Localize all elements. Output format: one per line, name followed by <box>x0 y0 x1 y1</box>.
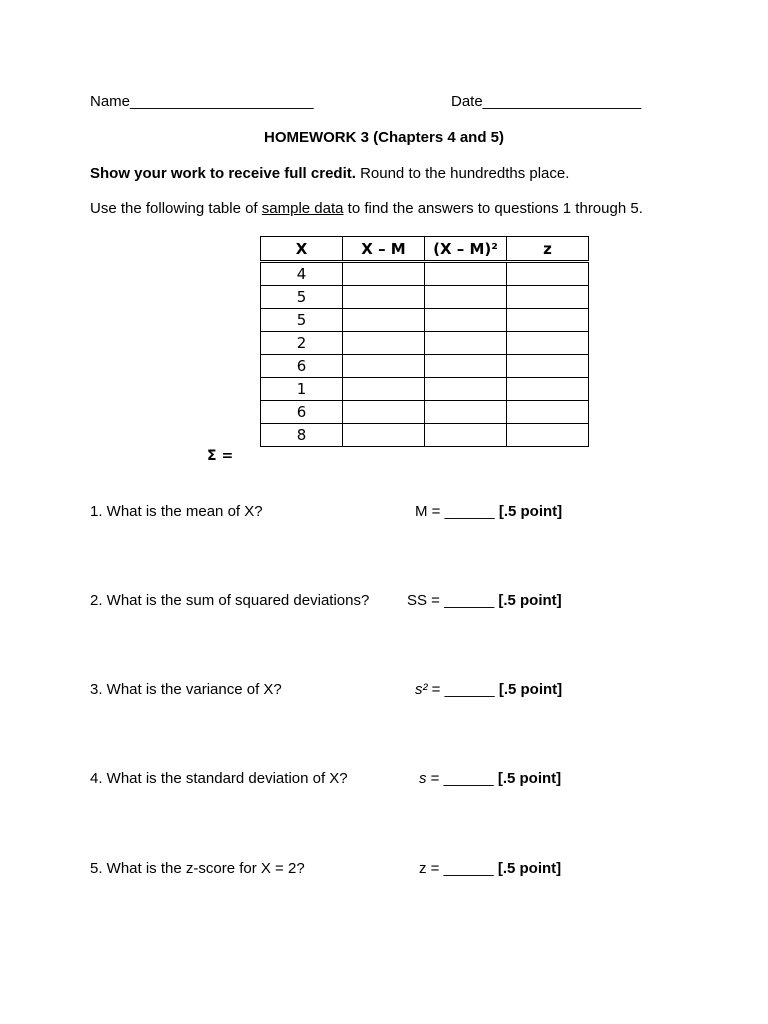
instruction-credit-rest: Round to the hundredths place. <box>355 165 570 182</box>
x-value-cell: 6 <box>261 401 343 424</box>
squared-deviation-cell[interactable] <box>425 355 507 378</box>
deviation-cell[interactable] <box>343 332 425 355</box>
deviation-cell[interactable] <box>343 262 425 286</box>
answer-blank[interactable]: = ______ <box>426 860 498 877</box>
page-title: HOMEWORK 3 (Chapters 4 and 5) <box>263 129 505 146</box>
answer-field-3[interactable] <box>415 681 562 698</box>
z-cell[interactable] <box>507 401 589 424</box>
answer-blank[interactable]: = ______ <box>426 770 498 787</box>
header-deviation: X – M <box>343 237 425 262</box>
header-squared-deviation: (X – M)² <box>425 237 507 262</box>
point-value: [.5 point] <box>498 503 563 520</box>
x-value-cell: 6 <box>261 355 343 378</box>
question-4: 4. What is the standard deviation of X? <box>90 770 348 787</box>
table-row <box>261 262 589 286</box>
answer-field-2[interactable] <box>407 592 562 609</box>
x-value-cell: 5 <box>261 309 343 332</box>
table-row <box>261 378 589 401</box>
question-1: 1. What is the mean of X? <box>90 503 263 520</box>
date-field-label: Date___________________ <box>451 93 642 110</box>
z-cell[interactable] <box>507 332 589 355</box>
squared-deviation-cell[interactable] <box>425 262 507 286</box>
answer-symbol: M <box>415 503 428 520</box>
instruction-table-post: to find the answers to questions 1 through 5. <box>343 200 643 217</box>
question-3: 3. What is the variance of X? <box>90 681 282 698</box>
table-row <box>261 332 589 355</box>
answer-field-1[interactable] <box>415 503 562 520</box>
deviation-cell[interactable] <box>343 378 425 401</box>
question-2: 2. What is the sum of squared deviations? <box>90 592 370 609</box>
deviation-cell[interactable] <box>343 286 425 309</box>
table-row <box>261 355 589 378</box>
z-cell[interactable] <box>507 286 589 309</box>
squared-deviation-cell[interactable] <box>425 401 507 424</box>
answer-field-5[interactable] <box>419 860 561 877</box>
x-value-cell: 8 <box>261 424 343 447</box>
point-value: [.5 point] <box>498 681 563 698</box>
sum-label: Σ = <box>207 448 234 464</box>
deviation-cell[interactable] <box>343 309 425 332</box>
answer-field-4[interactable] <box>419 770 561 787</box>
instruction-credit-bold: Show your work to receive full credit. <box>90 165 356 182</box>
squared-deviation-cell[interactable] <box>425 424 507 447</box>
table-row <box>261 309 589 332</box>
header-z: z <box>507 237 589 262</box>
instruction-table-underlined: sample data <box>261 200 344 217</box>
answer-blank[interactable]: = ______ <box>427 503 499 520</box>
x-value-cell: 2 <box>261 332 343 355</box>
answer-symbol: SS <box>407 592 428 609</box>
x-value-cell: 4 <box>261 262 343 286</box>
squared-deviation-cell[interactable] <box>425 378 507 401</box>
deviation-cell[interactable] <box>343 355 425 378</box>
point-value: [.5 point] <box>497 770 562 787</box>
answer-symbol: s² <box>415 681 428 698</box>
squared-deviation-cell[interactable] <box>425 332 507 355</box>
x-value-cell: 5 <box>261 286 343 309</box>
instruction-table <box>90 200 643 217</box>
point-value: [.5 point] <box>498 592 562 609</box>
z-cell[interactable] <box>507 378 589 401</box>
squared-deviation-cell[interactable] <box>425 286 507 309</box>
z-cell[interactable] <box>507 309 589 332</box>
answer-blank[interactable]: = ______ <box>427 592 499 609</box>
z-cell[interactable] <box>507 262 589 286</box>
table-row <box>261 424 589 447</box>
answer-symbol: z <box>419 860 427 877</box>
table-row <box>261 401 589 424</box>
table-header-row <box>261 237 589 262</box>
deviation-cell[interactable] <box>343 401 425 424</box>
table-row <box>261 286 589 309</box>
instruction-table-pre: Use the following table of <box>90 200 262 217</box>
deviation-cell[interactable] <box>343 424 425 447</box>
answer-blank[interactable]: = ______ <box>427 681 499 698</box>
question-5: 5. What is the z-score for X = 2? <box>90 860 305 877</box>
x-value-cell: 1 <box>261 378 343 401</box>
name-field-label: Name______________________ <box>90 93 314 110</box>
answer-symbol: s <box>419 770 427 787</box>
z-cell[interactable] <box>507 355 589 378</box>
z-cell[interactable] <box>507 424 589 447</box>
point-value: [.5 point] <box>497 860 562 877</box>
header-x: X <box>261 237 343 262</box>
sample-data-table <box>260 236 589 447</box>
instruction-credit <box>90 165 569 182</box>
squared-deviation-cell[interactable] <box>425 309 507 332</box>
